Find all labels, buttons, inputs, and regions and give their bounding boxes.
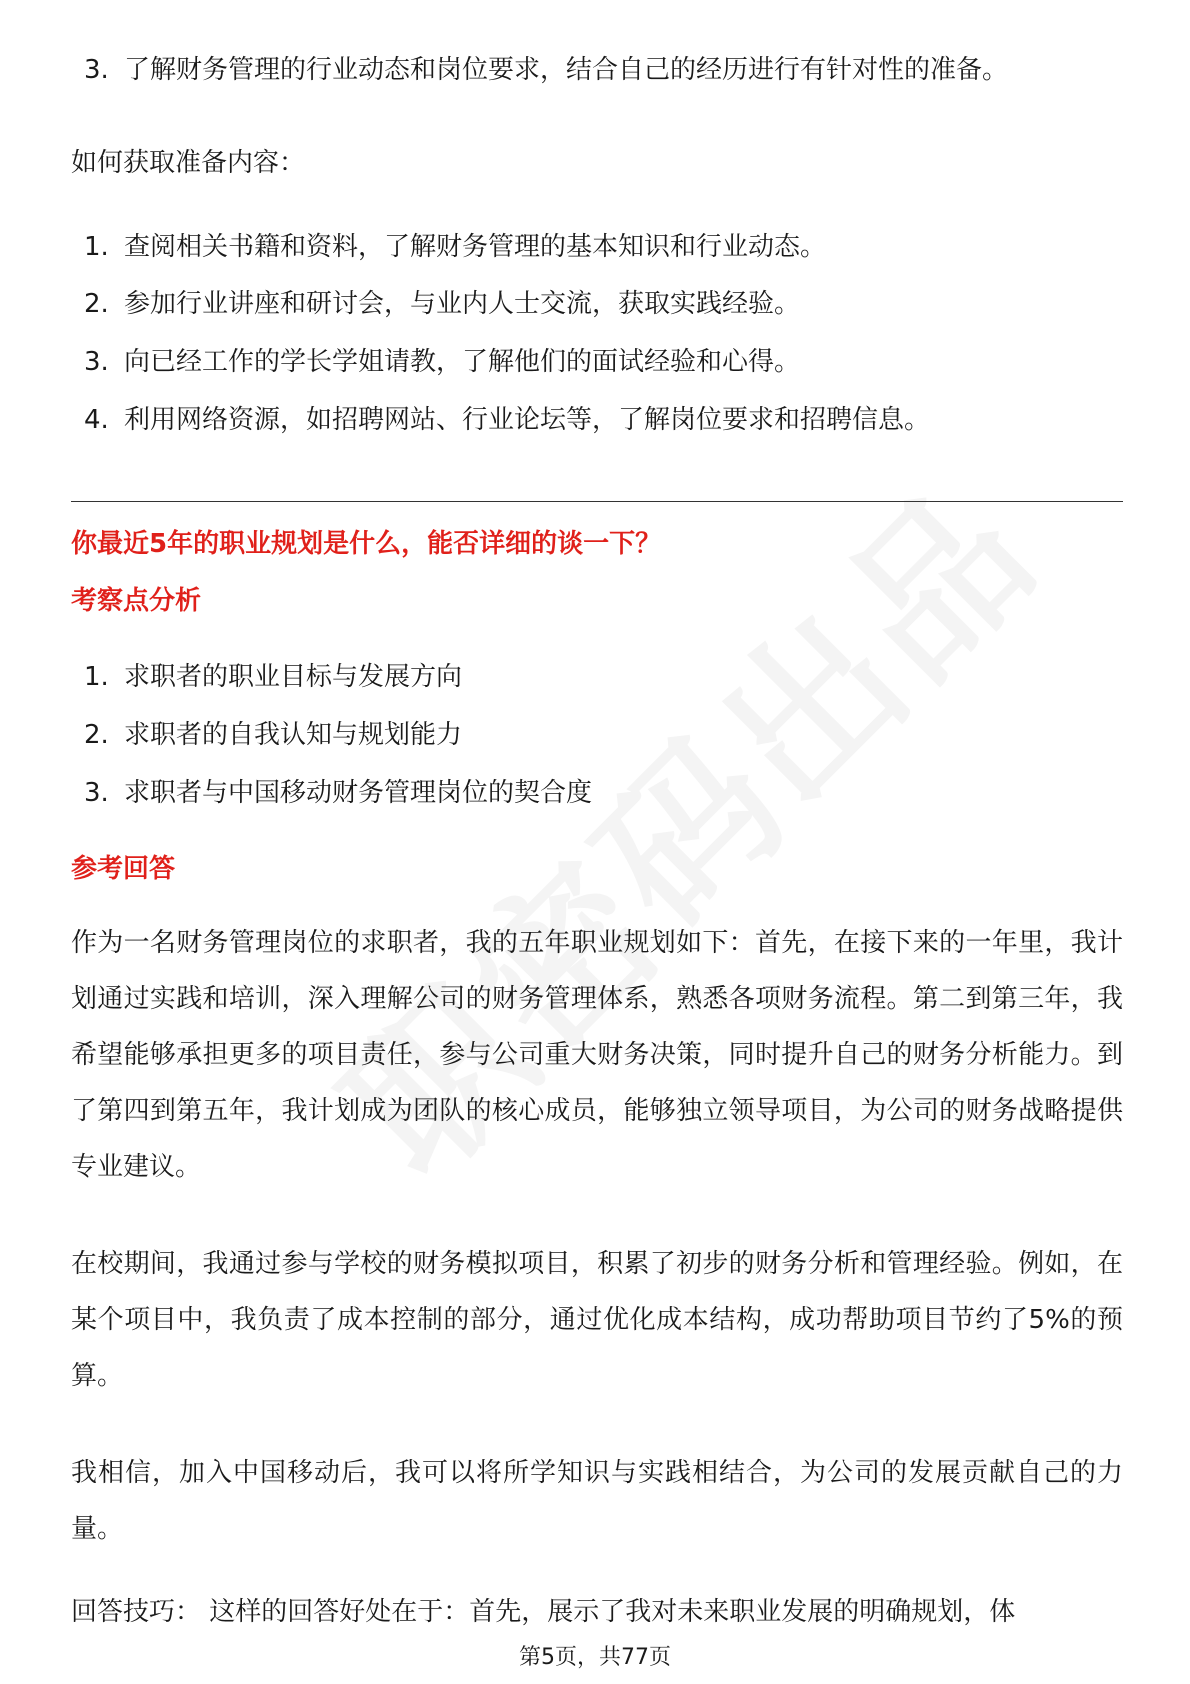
list-number: 1.: [84, 232, 109, 262]
answer-paragraph: 我相信，加入中国移动后，我可以将所学知识与实践相结合，为公司的发展贡献自己的力量。: [71, 1458, 1123, 1544]
list-number: 4.: [84, 405, 109, 435]
answer-tip: 回答技巧： 这样的回答好处在于：首先，展示了我对未来职业发展的明确规划，体: [71, 1597, 1016, 1627]
list-text: 求职者的职业目标与发展方向: [124, 662, 463, 692]
list-number: 1.: [84, 662, 109, 692]
list-text: 利用网络资源，如招聘网站、行业论坛等，了解岗位要求和招聘信息。: [124, 405, 931, 435]
answer-heading: 参考回答: [71, 854, 176, 884]
question-title: 你最近5年的职业规划是什么，能否详细的谈一下？: [71, 529, 662, 559]
analysis-heading: 考察点分析: [71, 586, 202, 616]
list-text: 了解财务管理的行业动态和岗位要求，结合自己的经历进行有针对性的准备。: [124, 55, 1009, 85]
list-text: 查阅相关书籍和资料，了解财务管理的基本知识和行业动态。: [124, 232, 827, 262]
answer-paragraph: 作为一名财务管理岗位的求职者，我的五年职业规划如下：首先，在接下来的一年里，我计划通过实践和培训，深入理解公司的财务管理体系，熟悉各项财务流程。第二到第三年，我希望能够承担更多的项目责任，参与公司重大财务决策，同时提升自己的财务分析能力。到了第四到第五年，我计划成为团队的核心成员，能够独立领导项目，为公司的财务战略提供专业建议。: [71, 928, 1123, 1182]
section-divider: [71, 501, 1123, 502]
list-number: 2.: [84, 289, 109, 319]
list-number: 3.: [84, 347, 109, 377]
list-number: 3.: [84, 55, 109, 85]
list-text: 求职者的自我认知与规划能力: [124, 720, 463, 750]
answer-paragraph: 在校期间，我通过参与学校的财务模拟项目，积累了初步的财务分析和管理经验。例如，在某个项目中，我负责了成本控制的部分，通过优化成本结构，成功帮助项目节约了5%的预算。: [71, 1249, 1123, 1391]
list-text: 参加行业讲座和研讨会，与业内人士交流，获取实践经验。: [124, 289, 801, 319]
list-number: 3.: [84, 778, 109, 808]
list-text: 向已经工作的学长学姐请教，了解他们的面试经验和心得。: [124, 347, 801, 377]
list-text: 求职者与中国移动财务管理岗位的契合度: [124, 778, 593, 808]
prep-heading: 如何获取准备内容：: [71, 148, 306, 178]
page-footer: 第5页，共77页: [519, 1645, 671, 1670]
list-number: 2.: [84, 720, 109, 750]
